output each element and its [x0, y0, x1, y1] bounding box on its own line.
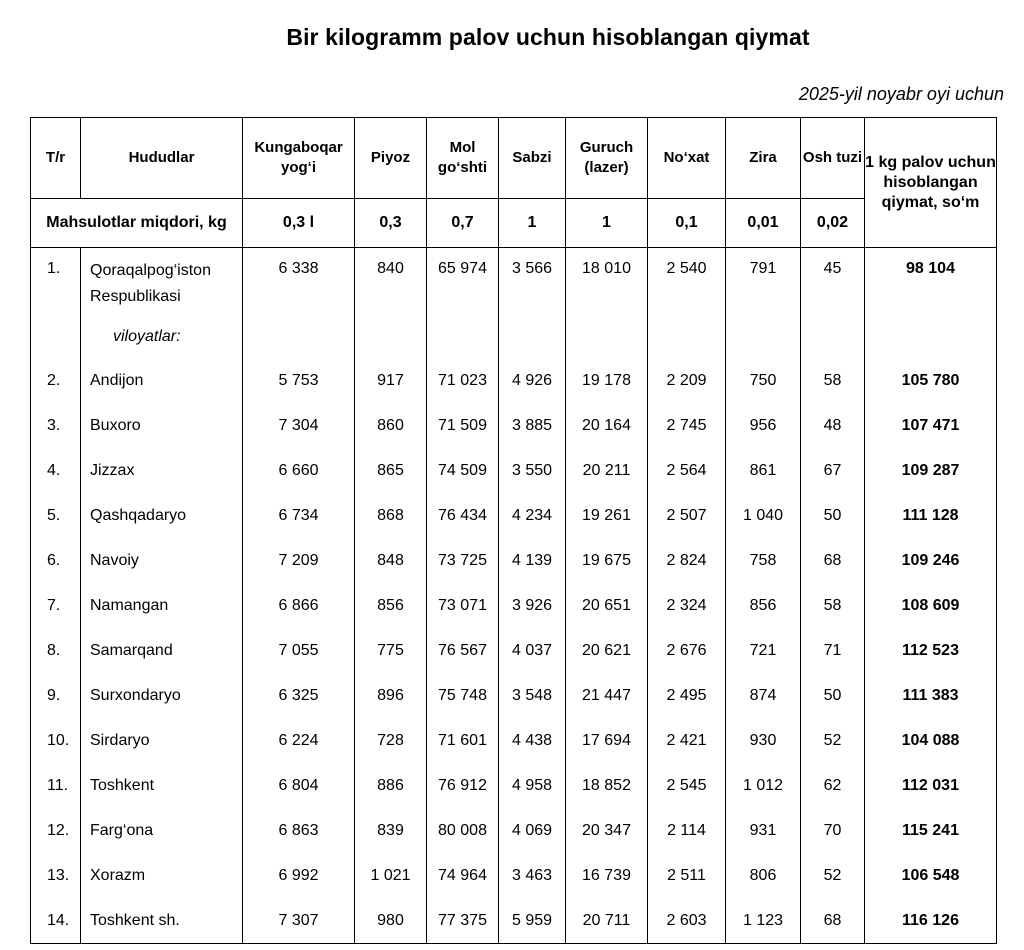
- value-cell: 76 567: [427, 628, 499, 673]
- table-row: [31, 448, 997, 493]
- value-cell: 7 209: [243, 538, 355, 583]
- value-cell: 2 324: [648, 583, 726, 628]
- value-cell: 50: [801, 673, 865, 718]
- value-cell: 48: [801, 403, 865, 448]
- table-row: [31, 628, 997, 673]
- value-cell: 18 852: [566, 763, 648, 808]
- total-cell: 98 104: [865, 248, 997, 329]
- table-row: [31, 673, 997, 718]
- empty-cell: [865, 328, 997, 358]
- value-cell: 865: [355, 448, 427, 493]
- value-cell: 65 974: [427, 248, 499, 329]
- value-cell: 4 037: [499, 628, 566, 673]
- quantity-cell: 0,3 l: [243, 199, 355, 248]
- value-cell: 6 734: [243, 493, 355, 538]
- value-cell: 20 164: [566, 403, 648, 448]
- value-cell: 20 651: [566, 583, 648, 628]
- value-cell: 6 224: [243, 718, 355, 763]
- value-cell: 45: [801, 248, 865, 329]
- table-body: [31, 248, 997, 944]
- value-cell: 1 040: [726, 493, 801, 538]
- value-cell: 76 434: [427, 493, 499, 538]
- column-header-num: T/r: [31, 118, 81, 199]
- table-row: [31, 358, 997, 403]
- value-cell: 20 711: [566, 898, 648, 944]
- row-number: 6.: [31, 538, 81, 583]
- value-cell: 5 959: [499, 898, 566, 944]
- value-cell: 1 012: [726, 763, 801, 808]
- value-cell: 721: [726, 628, 801, 673]
- value-cell: 3 926: [499, 583, 566, 628]
- total-cell: 115 241: [865, 808, 997, 853]
- value-cell: 848: [355, 538, 427, 583]
- value-cell: 4 139: [499, 538, 566, 583]
- total-cell: 107 471: [865, 403, 997, 448]
- region-name: Namangan: [81, 583, 243, 628]
- value-cell: 19 178: [566, 358, 648, 403]
- value-cell: 886: [355, 763, 427, 808]
- column-header-product: Zira: [726, 118, 801, 199]
- value-cell: 2 507: [648, 493, 726, 538]
- value-cell: 7 304: [243, 403, 355, 448]
- table-row: [31, 898, 997, 944]
- column-header-product: Sabzi: [499, 118, 566, 199]
- value-cell: 6 992: [243, 853, 355, 898]
- row-number: 3.: [31, 403, 81, 448]
- value-cell: 6 863: [243, 808, 355, 853]
- page-title: Bir kilogramm palov uchun hisoblangan qiymat: [286, 24, 810, 50]
- empty-cell: [427, 328, 499, 358]
- quantity-cell: 1: [499, 199, 566, 248]
- total-cell: 112 031: [865, 763, 997, 808]
- table-row: [31, 853, 997, 898]
- total-cell: 111 128: [865, 493, 997, 538]
- quantity-cell: 0,1: [648, 199, 726, 248]
- row-number: 4.: [31, 448, 81, 493]
- value-cell: 67: [801, 448, 865, 493]
- value-cell: 7 055: [243, 628, 355, 673]
- value-cell: 68: [801, 538, 865, 583]
- subheading-row: [31, 328, 997, 358]
- value-cell: 75 748: [427, 673, 499, 718]
- value-cell: 80 008: [427, 808, 499, 853]
- column-header-product: Guruch (lazer): [566, 118, 648, 199]
- value-cell: 76 912: [427, 763, 499, 808]
- total-cell: 104 088: [865, 718, 997, 763]
- total-cell: 111 383: [865, 673, 997, 718]
- value-cell: 758: [726, 538, 801, 583]
- value-cell: 6 866: [243, 583, 355, 628]
- value-cell: 840: [355, 248, 427, 329]
- column-header-product: No‘xat: [648, 118, 726, 199]
- row-number: 2.: [31, 358, 81, 403]
- region-name: Surxondaryo: [81, 673, 243, 718]
- value-cell: 70: [801, 808, 865, 853]
- table-row: [31, 718, 997, 763]
- regions-subheading: viloyatlar:: [81, 328, 243, 358]
- value-cell: 16 739: [566, 853, 648, 898]
- row-number: 10.: [31, 718, 81, 763]
- value-cell: 6 338: [243, 248, 355, 329]
- row-number: 5.: [31, 493, 81, 538]
- value-cell: 2 209: [648, 358, 726, 403]
- region-name: Toshkent: [81, 763, 243, 808]
- table-row: [31, 808, 997, 853]
- row-number: 9.: [31, 673, 81, 718]
- value-cell: 21 447: [566, 673, 648, 718]
- row-number: 1.: [31, 248, 81, 329]
- total-cell: 116 126: [865, 898, 997, 944]
- palov-cost-table: [30, 117, 997, 944]
- value-cell: 2 545: [648, 763, 726, 808]
- column-header-total: 1 kg palov uchun hisoblangan qiymat, so‘m: [865, 118, 997, 248]
- value-cell: 6 325: [243, 673, 355, 718]
- value-cell: 4 926: [499, 358, 566, 403]
- table-row: [31, 538, 997, 583]
- value-cell: 2 114: [648, 808, 726, 853]
- value-cell: 2 824: [648, 538, 726, 583]
- period-subtitle: 2025-yil noyabr oyi uchun: [798, 84, 1004, 104]
- row-number: 14.: [31, 898, 81, 944]
- region-name: Qashqadaryo: [81, 493, 243, 538]
- value-cell: 4 069: [499, 808, 566, 853]
- table-row: [31, 763, 997, 808]
- value-cell: 856: [355, 583, 427, 628]
- value-cell: 74 509: [427, 448, 499, 493]
- value-cell: 17 694: [566, 718, 648, 763]
- value-cell: 6 660: [243, 448, 355, 493]
- value-cell: 4 958: [499, 763, 566, 808]
- column-header-product: Mol go‘shti: [427, 118, 499, 199]
- value-cell: 77 375: [427, 898, 499, 944]
- value-cell: 19 261: [566, 493, 648, 538]
- value-cell: 956: [726, 403, 801, 448]
- row-number: 12.: [31, 808, 81, 853]
- empty-cell: [726, 328, 801, 358]
- table-row: [31, 403, 997, 448]
- value-cell: 874: [726, 673, 801, 718]
- value-cell: 861: [726, 448, 801, 493]
- value-cell: 18 010: [566, 248, 648, 329]
- row-number: 7.: [31, 583, 81, 628]
- value-cell: 7 307: [243, 898, 355, 944]
- column-header-region: Hududlar: [81, 118, 243, 199]
- value-cell: 5 753: [243, 358, 355, 403]
- empty-cell: [648, 328, 726, 358]
- value-cell: 1 021: [355, 853, 427, 898]
- column-header-product: Kungaboqar yog‘i: [243, 118, 355, 199]
- region-name: Andijon: [81, 358, 243, 403]
- value-cell: 750: [726, 358, 801, 403]
- empty-cell: [355, 328, 427, 358]
- value-cell: 2 540: [648, 248, 726, 329]
- value-cell: 73 725: [427, 538, 499, 583]
- value-cell: 2 745: [648, 403, 726, 448]
- value-cell: 20 211: [566, 448, 648, 493]
- empty-cell: [801, 328, 865, 358]
- value-cell: 2 676: [648, 628, 726, 673]
- region-name: Qoraqalpog‘iston Respublikasi: [81, 248, 243, 329]
- total-cell: 109 246: [865, 538, 997, 583]
- value-cell: 58: [801, 358, 865, 403]
- value-cell: 931: [726, 808, 801, 853]
- region-name: Buxoro: [81, 403, 243, 448]
- value-cell: 58: [801, 583, 865, 628]
- value-cell: 20 347: [566, 808, 648, 853]
- quantity-cell: 0,01: [726, 199, 801, 248]
- empty-cell: [499, 328, 566, 358]
- region-name: Navoiy: [81, 538, 243, 583]
- value-cell: 980: [355, 898, 427, 944]
- table-row: [31, 583, 997, 628]
- row-number: 13.: [31, 853, 81, 898]
- region-name: Xorazm: [81, 853, 243, 898]
- region-name: Jizzax: [81, 448, 243, 493]
- value-cell: 930: [726, 718, 801, 763]
- value-cell: 775: [355, 628, 427, 673]
- total-cell: 105 780: [865, 358, 997, 403]
- value-cell: 3 566: [499, 248, 566, 329]
- value-cell: 4 234: [499, 493, 566, 538]
- quantity-cell: 0,7: [427, 199, 499, 248]
- value-cell: 73 071: [427, 583, 499, 628]
- value-cell: 2 603: [648, 898, 726, 944]
- value-cell: 71 509: [427, 403, 499, 448]
- value-cell: 2 495: [648, 673, 726, 718]
- value-cell: 2 564: [648, 448, 726, 493]
- value-cell: 19 675: [566, 538, 648, 583]
- table-row: [31, 493, 997, 538]
- value-cell: 917: [355, 358, 427, 403]
- value-cell: 20 621: [566, 628, 648, 673]
- region-name: Farg‘ona: [81, 808, 243, 853]
- value-cell: 791: [726, 248, 801, 329]
- value-cell: 868: [355, 493, 427, 538]
- value-cell: 52: [801, 853, 865, 898]
- region-name: Sirdaryo: [81, 718, 243, 763]
- total-cell: 108 609: [865, 583, 997, 628]
- value-cell: 50: [801, 493, 865, 538]
- value-cell: 856: [726, 583, 801, 628]
- empty-cell: [566, 328, 648, 358]
- value-cell: 6 804: [243, 763, 355, 808]
- quantity-cell: 0,3: [355, 199, 427, 248]
- value-cell: 860: [355, 403, 427, 448]
- column-header-product: Piyoz: [355, 118, 427, 199]
- column-header-product: Osh tuzi: [801, 118, 865, 199]
- quantity-cell: 1: [566, 199, 648, 248]
- quantity-row-label: Mahsulotlar miqdori, kg: [31, 199, 243, 248]
- value-cell: 4 438: [499, 718, 566, 763]
- empty-cell: [31, 328, 81, 358]
- empty-cell: [243, 328, 355, 358]
- value-cell: 71 023: [427, 358, 499, 403]
- value-cell: 3 550: [499, 448, 566, 493]
- value-cell: 1 123: [726, 898, 801, 944]
- total-cell: 106 548: [865, 853, 997, 898]
- value-cell: 3 885: [499, 403, 566, 448]
- row-number: 8.: [31, 628, 81, 673]
- value-cell: 3 463: [499, 853, 566, 898]
- row-number: 11.: [31, 763, 81, 808]
- table-row: [31, 248, 997, 329]
- value-cell: 839: [355, 808, 427, 853]
- total-cell: 112 523: [865, 628, 997, 673]
- value-cell: 2 421: [648, 718, 726, 763]
- region-name: Samarqand: [81, 628, 243, 673]
- value-cell: 3 548: [499, 673, 566, 718]
- value-cell: 62: [801, 763, 865, 808]
- value-cell: 68: [801, 898, 865, 944]
- value-cell: 896: [355, 673, 427, 718]
- quantity-cell: 0,02: [801, 199, 865, 248]
- value-cell: 2 511: [648, 853, 726, 898]
- region-name: Toshkent sh.: [81, 898, 243, 944]
- value-cell: 74 964: [427, 853, 499, 898]
- value-cell: 71 601: [427, 718, 499, 763]
- value-cell: 806: [726, 853, 801, 898]
- value-cell: 71: [801, 628, 865, 673]
- value-cell: 52: [801, 718, 865, 763]
- value-cell: 728: [355, 718, 427, 763]
- total-cell: 109 287: [865, 448, 997, 493]
